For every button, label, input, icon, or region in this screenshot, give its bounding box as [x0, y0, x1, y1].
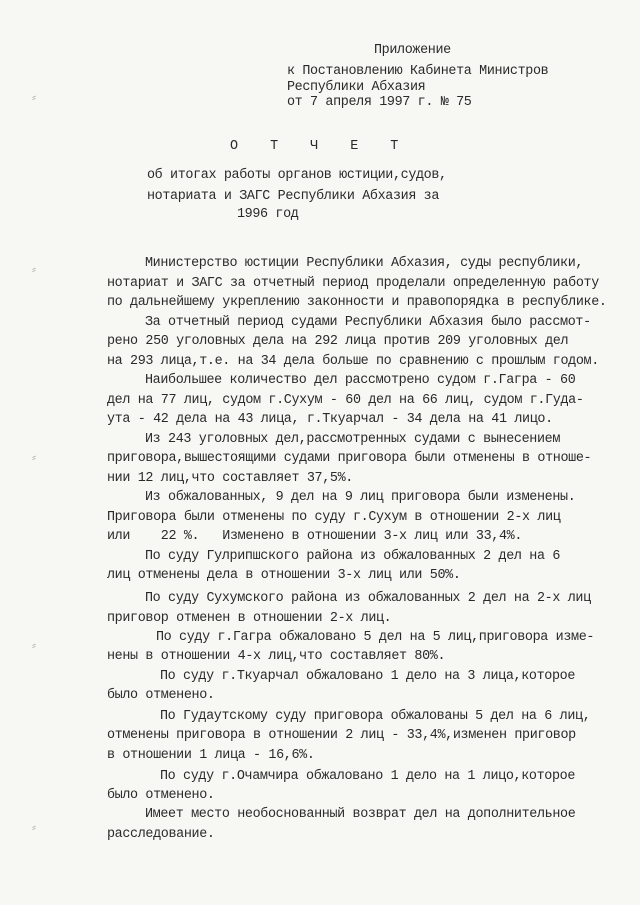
- body-line: Министерство юстиции Республики Абхазия, суды республики,: [145, 256, 584, 271]
- appendix-line-1: Приложение: [374, 43, 451, 58]
- body-line: По суду г.Очамчира обжаловано 1 дело на 1 лицо,которое: [160, 769, 576, 784]
- subtitle-line-3: 1996 год: [237, 207, 299, 222]
- body-line: расследование.: [107, 827, 215, 842]
- body-line: в отношении 1 лица - 16,6%.: [107, 748, 315, 763]
- document-title: О Т Ч Е Т: [230, 139, 411, 154]
- body-line: было отменено.: [107, 788, 215, 803]
- punch-hole-mark: ⸗: [32, 638, 36, 652]
- body-line: рено 250 уголовных дела на 292 лица против 209 уголовных дел: [107, 334, 569, 349]
- subtitle-line-1: об итогах работы органов юстиции,судов,: [147, 168, 447, 183]
- body-line: приговора,вышестоящими судами приговора были отменены в отноше-: [107, 451, 592, 466]
- body-line: Наибольшее количество дел рассмотрено судом г.Гагра - 60: [145, 373, 576, 388]
- punch-hole-mark: ⸗: [32, 262, 36, 276]
- subtitle-line-2: нотариата и ЗАГС Республики Абхазия за: [147, 189, 440, 204]
- appendix-line-4: от 7 апреля 1997 г. № 75: [287, 95, 472, 110]
- body-line: За отчетный период судами Республики Абхазия было рассмот-: [145, 315, 591, 330]
- body-line: лиц отменены дела в отношении 3-х лиц или 50%.: [107, 568, 461, 583]
- body-line: было отменено.: [107, 688, 215, 703]
- appendix-line-3: Республики Абхазия: [287, 80, 426, 95]
- body-line: Из обжалованных, 9 дел на 9 лиц приговора были изменены.: [145, 490, 576, 505]
- punch-hole-mark: ⸗: [32, 90, 36, 104]
- body-line: По Гудаутскому суду приговора обжалованы 5 дел на 6 лиц,: [160, 709, 591, 724]
- body-line: дел на 77 лиц, судом г.Сухум - 60 дел на 66 лиц, судом г.Гуда-: [107, 393, 584, 408]
- body-line: Из 243 уголовных дел,рассмотренных судами с вынесением: [145, 432, 561, 447]
- body-line: нотариат и ЗАГС за отчетный период проделали определенную работу: [107, 276, 599, 291]
- body-line: ута - 42 дела на 43 лица, г.Ткуарчал - 34 дела на 41 лицо.: [107, 412, 553, 427]
- punch-hole-mark: ⸗: [32, 820, 36, 834]
- body-line: отменены приговора в отношении 2 лиц - 33,4%,изменен приговор: [107, 728, 576, 743]
- body-line: Приговора были отменены по суду г.Сухум в отношении 2-х лиц: [107, 510, 561, 525]
- appendix-line-2: к Постановлению Кабинета Министров: [287, 64, 549, 79]
- body-line: нии 12 лиц,что составляет 37,5%.: [107, 471, 353, 486]
- body-line: нены в отношении 4-х лиц,что составляет 80%.: [107, 649, 446, 664]
- body-line: по дальнейшему укреплению законности и правопорядка в республике.: [107, 295, 607, 310]
- body-line: По суду Сухумского района из обжалованных 2 дел на 2-х лиц: [145, 591, 591, 606]
- body-line: на 293 лица,т.е. на 34 дела больше по сравнению с прошлым годом.: [107, 354, 599, 369]
- body-line: Имеет место необоснованный возврат дел на дополнительное: [145, 807, 576, 822]
- body-line: приговор отменен в отношении 2-х лиц.: [107, 611, 392, 626]
- body-line: По суду г.Гагра обжаловано 5 дел на 5 лиц,приговора изме-: [156, 630, 595, 645]
- body-line: По суду Гулрипшского района из обжалованных 2 дел на 6: [145, 549, 561, 564]
- body-line: По суду г.Ткуарчал обжаловано 1 дело на 3 лица,которое: [160, 669, 576, 684]
- punch-hole-mark: ⸗: [32, 450, 36, 464]
- body-line: или 22 %. Изменено в отношении 3-х лиц или 33,4%.: [107, 529, 523, 544]
